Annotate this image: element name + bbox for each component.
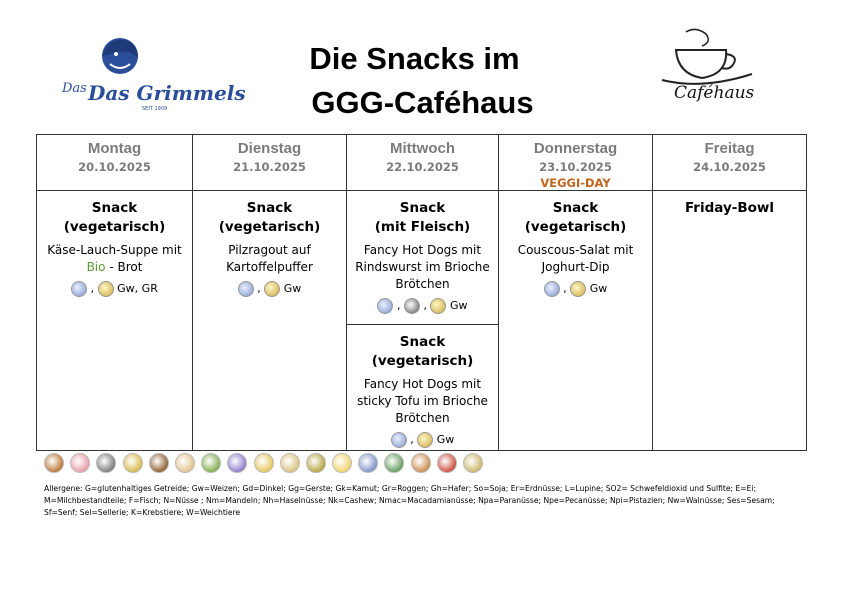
day-header-friday — [653, 135, 807, 191]
crab-icon — [437, 453, 457, 473]
legend-line: M=Milchbestandteile; F=Fisch; N=Nüsse ; Nm=Mandeln; Nh=Haselnüsse; Nk=Cashew; Nmac=Macadamianüsse; Npa=Paranüsse; Npe=Pecanüsse; Npi=Pistazien; Nw=Walnüsse; Ses=Sesam; — [44, 496, 775, 506]
day-date: 21.10.2025 — [233, 160, 306, 174]
grain-icon — [430, 298, 446, 314]
so2-icon — [463, 453, 483, 473]
meal-description: Pilzragout auf Kartoffelpuffer — [226, 243, 313, 274]
grain-icon — [417, 432, 433, 448]
day-header-row — [37, 135, 807, 191]
day-header-wednesday — [347, 135, 499, 191]
meal-description: Couscous-Salat mit Joghurt-Dip — [517, 243, 634, 274]
allergen-codes: Gw — [449, 299, 468, 312]
cow-icon — [404, 298, 420, 314]
allergen-icons: , Gw — [193, 281, 346, 297]
nut-icon — [149, 453, 169, 473]
allergen-icons: , Gw — [499, 281, 652, 297]
day-date: 22.10.2025 — [386, 160, 459, 174]
meal-wednesday-veg — [347, 325, 499, 451]
allergen-icons: , Gw, GR — [37, 281, 192, 297]
allergen-codes: Gw — [436, 433, 455, 446]
day-name: Montag — [87, 140, 142, 157]
day-date: 20.10.2025 — [78, 160, 151, 174]
milk-icon — [358, 453, 378, 473]
meal-description: Fancy Hot Dogs mit sticky Tofu im Brioche Brötchen — [357, 377, 488, 425]
grain-icon — [264, 281, 280, 297]
chicken-icon — [44, 453, 64, 473]
svg-text:Das: Das — [62, 81, 87, 96]
bio-label: Bio — [86, 260, 106, 274]
lavender-icon — [227, 453, 247, 473]
meal-tuesday — [193, 191, 347, 451]
svg-text:SEIT 1909: SEIT 1909 — [142, 106, 168, 112]
meal-type: (vegetarisch) — [218, 219, 321, 235]
allergen-codes: Gw — [589, 282, 608, 295]
day-header-monday — [37, 135, 193, 191]
meal-label: Snack — [246, 200, 293, 216]
day-name: Mittwoch — [390, 140, 455, 157]
allergen-codes: Gw, GR — [117, 282, 158, 295]
milk-icon — [238, 281, 254, 297]
meal-wednesday-meat — [347, 191, 499, 325]
meal-label: Snack — [91, 200, 138, 216]
day-name: Dienstag — [237, 140, 302, 157]
lupine-icon — [175, 453, 195, 473]
meal-type: (vegetarisch) — [371, 353, 474, 369]
weekly-menu-table — [36, 134, 807, 451]
milk-icon — [391, 432, 407, 448]
milk-icon — [544, 281, 560, 297]
milk-icon — [377, 298, 393, 314]
meal-row-1 — [37, 191, 807, 325]
cow-icon — [96, 453, 116, 473]
veggi-day-badge: VEGGI-DAY — [540, 176, 611, 190]
meal-type: (vegetarisch) — [524, 219, 627, 235]
allergen-codes: Gw — [283, 282, 302, 295]
sesame-icon — [280, 453, 300, 473]
peanut-icon — [411, 453, 431, 473]
day-header-tuesday — [193, 135, 347, 191]
day-name: Freitag — [704, 140, 755, 157]
day-date: 23.10.2025 — [539, 160, 612, 174]
celery-icon — [201, 453, 221, 473]
meal-friday — [653, 191, 807, 451]
meal-monday — [37, 191, 193, 451]
meal-description: Käse-Lauch-Suppe mit Bio - Brot — [47, 243, 182, 274]
meal-description: Fancy Hot Dogs mit Rindswurst im Brioche Brötchen — [355, 243, 490, 291]
day-date: 24.10.2025 — [693, 160, 766, 174]
allergen-legend-text — [44, 483, 794, 520]
meal-label: Snack — [399, 334, 446, 350]
page-title-line1: Die Snacks im — [309, 41, 520, 76]
pig-icon — [70, 453, 90, 473]
meal-label: Snack — [399, 200, 446, 216]
day-name: Donnerstag — [533, 140, 618, 157]
grain-icon — [570, 281, 586, 297]
page-title-line2: GGG-Caféhaus — [311, 85, 534, 120]
allergen-legend-icons — [44, 452, 624, 476]
meal-thursday — [499, 191, 653, 451]
meal-label: Snack — [552, 200, 599, 216]
mustard-icon — [306, 453, 326, 473]
grain-icon — [98, 281, 114, 297]
fish-icon — [384, 453, 404, 473]
legend-line: Allergene: G=glutenhaltiges Getreide; Gw=Weizen; Gd=Dinkel; Gg=Gerste; Gk=Kamut; Gr=Roggen; Gh=Hafer; So=Soja; Er=Erdnüsse; L=Lupine; SO2= Schwefeldioxid und Sulfite; E=Ei; — [44, 484, 757, 493]
grain-icon — [123, 453, 143, 473]
milk-icon — [71, 281, 87, 297]
allergen-icons: , , Gw — [347, 298, 498, 314]
allergen-icons: , Gw — [347, 432, 498, 448]
logo-left-text: Das Grimmels — [88, 81, 246, 105]
day-header-thursday — [499, 135, 653, 191]
legend-line: Sf=Senf; Sel=Sellerie; K=Krebstiere; W=Weichtiere — [44, 508, 241, 518]
shellfish-icon — [254, 453, 274, 473]
meal-label: Friday-Bowl — [684, 200, 775, 216]
logo-right-text: Caféhaus — [674, 83, 755, 103]
meal-type: (mit Fleisch) — [374, 219, 471, 235]
meal-type: (vegetarisch) — [63, 219, 166, 235]
egg-icon — [332, 453, 352, 473]
